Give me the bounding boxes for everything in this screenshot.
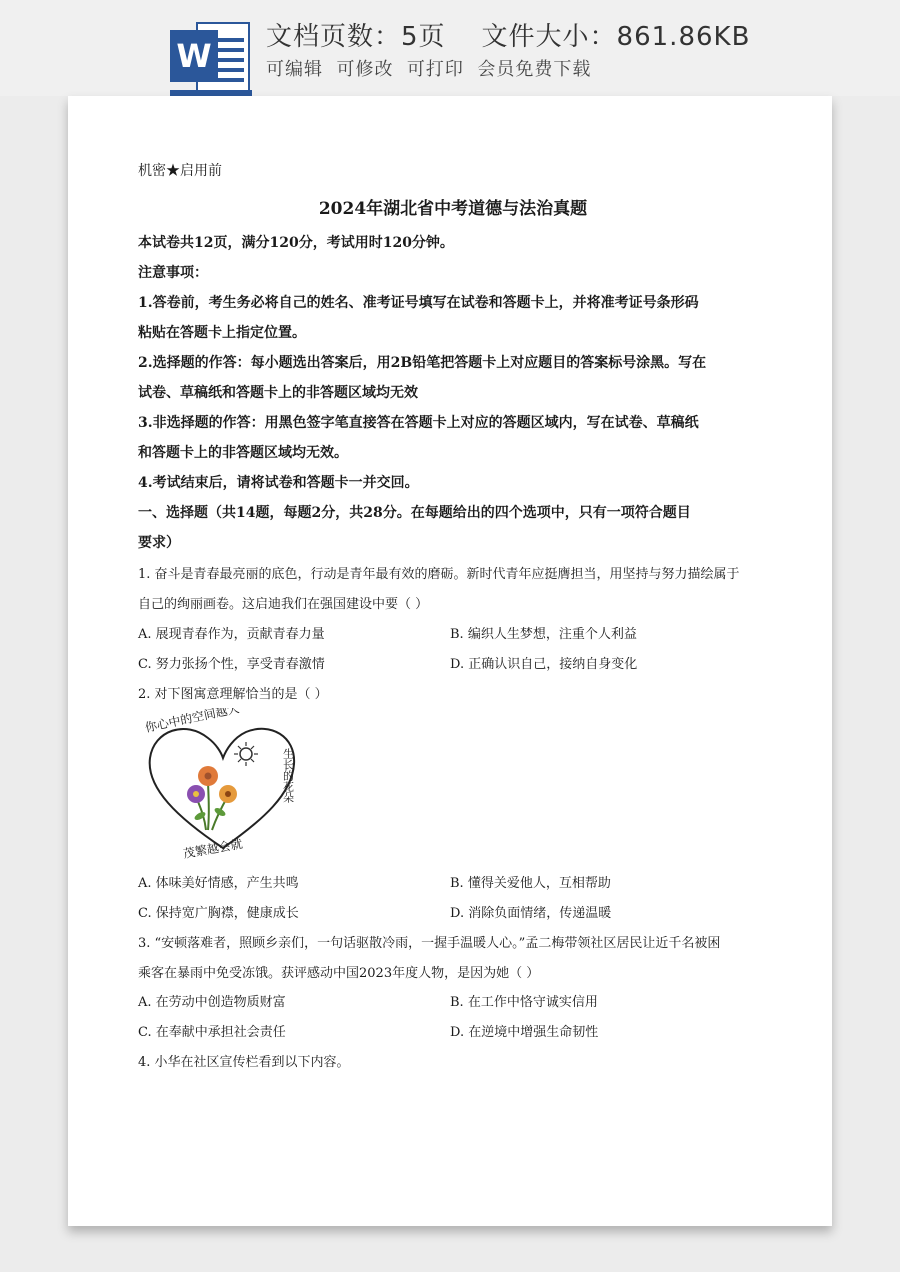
notice-item-1: 1.答卷前，考生务必将自己的姓名、准考证号填写在试卷和答题卡上，并将准考证号条形码 xyxy=(138,295,699,311)
heart-flower-illustration xyxy=(138,708,308,860)
q1-option-d: D. 正确认识自己，接纳自身变化 xyxy=(450,657,638,672)
notice-item-1-cont: 粘贴在答题卡上指定位置。 xyxy=(138,325,306,341)
question-1: 1. 奋斗是青春最亮丽的底色，行动是青年最有效的磨砺。新时代青年应挺膺担当，用坚持与努力描绘属于 xyxy=(138,567,740,582)
q3-option-d: D. 在逆境中增强生命韧性 xyxy=(450,1025,599,1040)
word-letter: W xyxy=(170,30,218,82)
page-count-label: 文档页数：5页 xyxy=(266,22,446,52)
file-size-label: 文件大小：861.86KB xyxy=(481,22,751,52)
word-doc-icon xyxy=(170,20,252,98)
q3-option-a: A. 在劳动中创造物质财富 xyxy=(138,995,286,1010)
confidential-mark: 机密★启用前 xyxy=(138,163,222,179)
q2-option-b: B. 懂得关爱他人，互相帮助 xyxy=(450,876,611,891)
section-heading-cont: 要求） xyxy=(138,535,180,551)
q1-option-a: A. 展现青春作为，贡献青春力量 xyxy=(138,627,325,642)
notice-item-4: 4.考试结束后，请将试卷和答题卡一并交回。 xyxy=(138,475,419,491)
notice-item-2-cont: 试卷、草稿纸和答题卡上的非答题区域均无效 xyxy=(138,385,418,401)
section-heading: 一、选择题（共14题，每题2分，共28分。在每题给出的四个选项中，只有一项符合题目 xyxy=(138,505,691,521)
question-2: 2. 对下图寓意理解恰当的是（ ） xyxy=(138,687,328,702)
notice-item-2: 2.选择题的作答：每小题选出答案后，用2B铅笔把答题卡上对应题目的答案标号涂黑。写在 xyxy=(138,355,707,371)
feature-list: 可编辑 可修改 可打印 会员免费下载 xyxy=(266,59,592,80)
q3-option-b: B. 在工作中恪守诚实信用 xyxy=(450,995,598,1010)
document-page xyxy=(68,96,832,1226)
q3-option-c: C. 在奉献中承担社会责任 xyxy=(138,1025,286,1040)
notice-heading: 注意事项： xyxy=(138,265,208,281)
svg-text:生长的花朵: 生长的花朵 xyxy=(281,748,295,803)
exam-title: 2024年湖北省中考道德与法治真题 xyxy=(318,199,588,219)
q1-option-c: C. 努力张扬个性，享受青春激情 xyxy=(138,657,325,672)
q1-option-b: B. 编织人生梦想，注重个人利益 xyxy=(450,627,637,642)
notice-item-3-cont: 和答题卡上的非答题区域均无效。 xyxy=(138,445,348,461)
q2-option-a: A. 体味美好情感，产生共鸣 xyxy=(138,876,299,891)
heart-drawing xyxy=(138,708,308,860)
q2-option-c: C. 保持宽广胸襟，健康成长 xyxy=(138,906,299,921)
header-banner xyxy=(0,0,900,96)
question-3-cont: 乘客在暴雨中免受冻饿。获评感动中国2023年度人物，是因为她（ ） xyxy=(138,966,540,981)
question-3: 3. “安顿落难者，照顾乡亲们，一句话驱散冷雨，一握手温暖人心。”孟二梅带领社区居民让近千名被困 xyxy=(138,936,721,951)
exam-info: 本试卷共12页，满分120分，考试用时120分钟。 xyxy=(138,235,454,251)
svg-text:你心中的空间越大: 你心中的空间越大 xyxy=(143,708,241,735)
q2-option-d: D. 消除负面情绪，传递温暖 xyxy=(450,906,612,921)
question-1-cont: 自己的绚丽画卷。这启迪我们在强国建设中要（ ） xyxy=(138,597,429,612)
notice-item-3: 3.非选择题的作答：用黑色签字笔直接答在答题卡上对应的答题区域内，写在试卷、草稿纸 xyxy=(138,415,699,431)
question-4: 4. 小华在社区宣传栏看到以下内容。 xyxy=(138,1055,350,1070)
svg-text:茂繁越会就: 茂繁越会就 xyxy=(182,836,244,860)
